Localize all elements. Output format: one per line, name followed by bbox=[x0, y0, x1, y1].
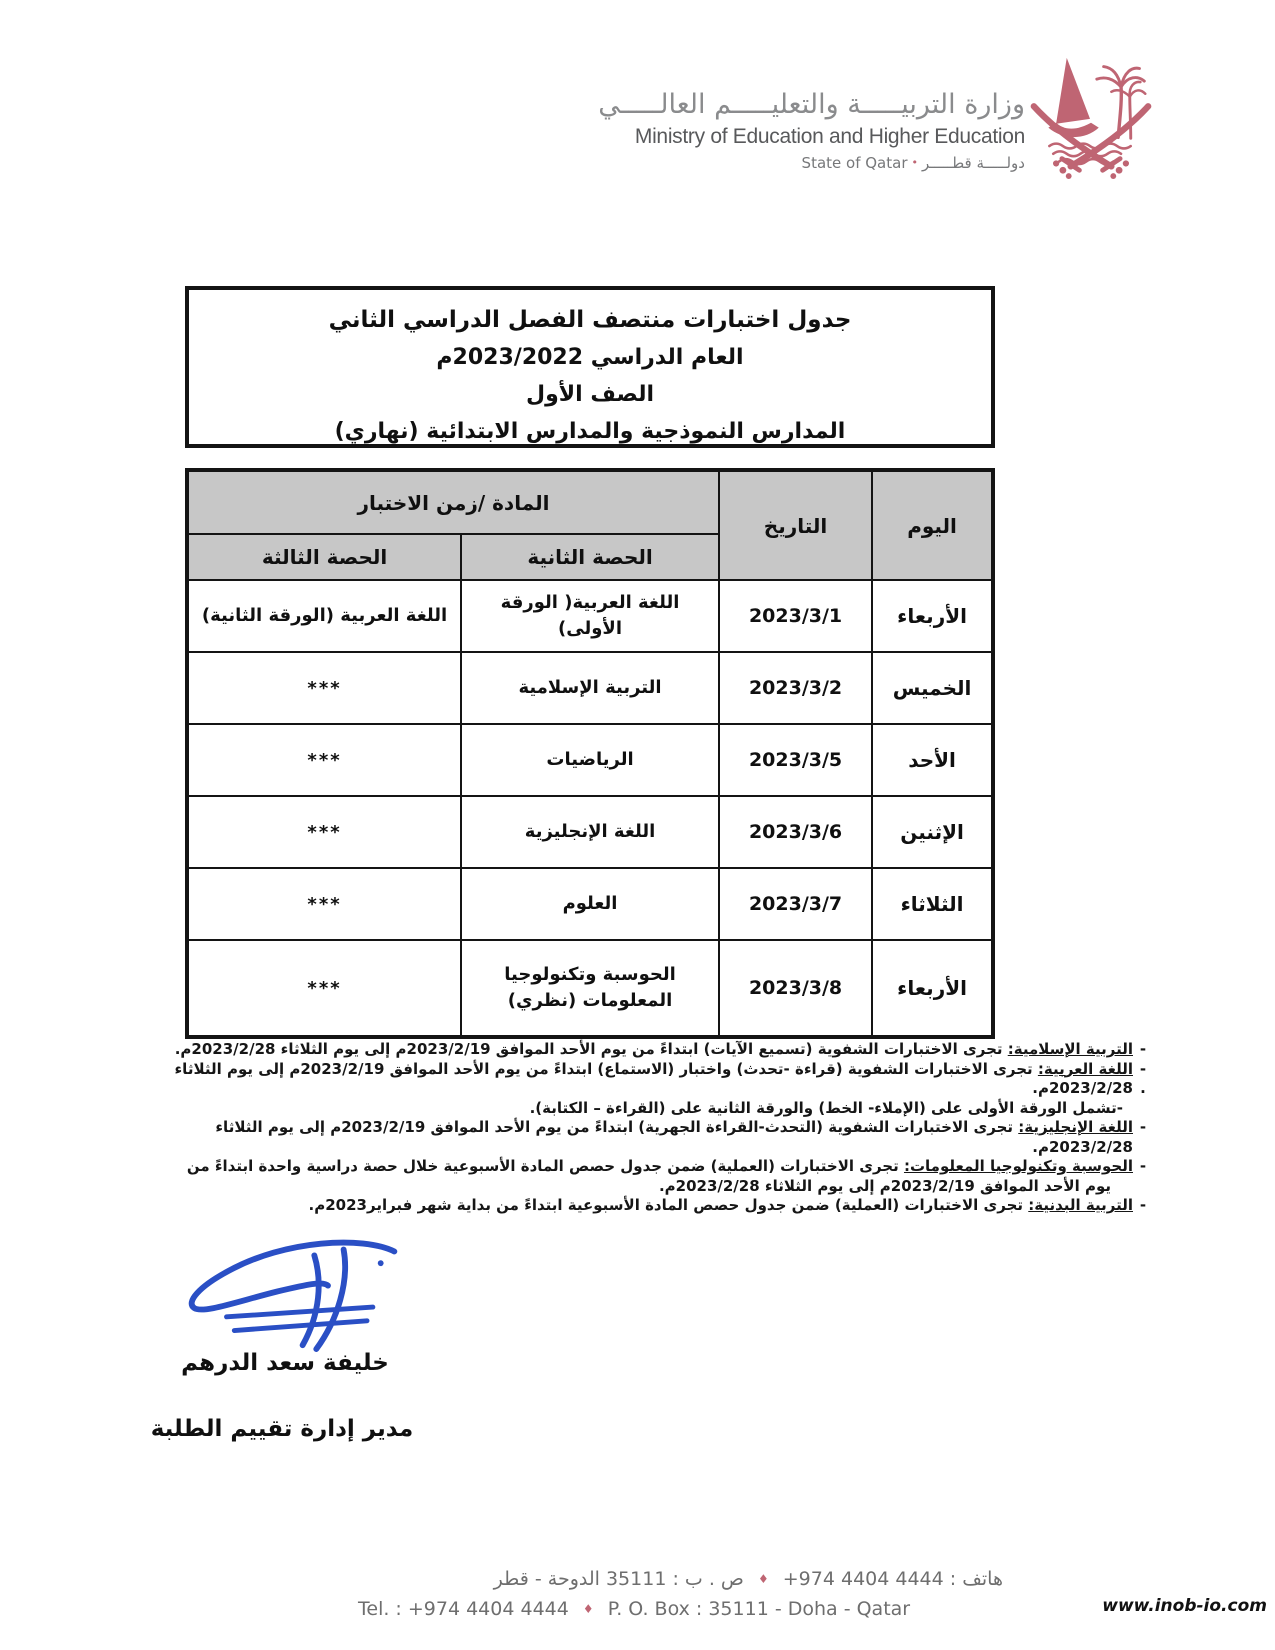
footnote-lead: الحوسبة وتكنولوجيا المعلومات: bbox=[903, 1157, 1133, 1175]
footnote-lead: التربية الإسلامية: bbox=[1007, 1040, 1133, 1058]
watermark-url: www.inob-io.com bbox=[1102, 1596, 1267, 1616]
qatar-moe-emblem-icon bbox=[1028, 46, 1154, 186]
tel-en: Tel. : +974 4404 4444 bbox=[358, 1598, 569, 1620]
date-cell: 2023/3/8 bbox=[719, 940, 872, 1037]
period2-subject-cell: العلوم bbox=[461, 868, 719, 940]
date-cell: 2023/3/7 bbox=[719, 868, 872, 940]
signatory-name: خليفة سعد الدرهم bbox=[181, 1350, 389, 1376]
footnote-text: تجرى الاختبارات الشفوية (قراءة -تحدث) واختبار (الاستماع) ابتداءً من يوم الأحد الموافق 2023/2/19م إلى يوم الثلاثاء bbox=[174, 1059, 1038, 1078]
col-header-period3: الحصة الثالثة bbox=[187, 534, 461, 580]
bullet-dash: - bbox=[1139, 1157, 1147, 1175]
day-cell: الإثنين bbox=[872, 796, 993, 868]
day-cell: الخميس bbox=[872, 652, 993, 724]
bullet-dash: - bbox=[1139, 1040, 1147, 1058]
exam-schedule-table-container bbox=[185, 468, 995, 1039]
separator-diamond-icon: ♦ bbox=[582, 1602, 594, 1616]
handwritten-signature-icon bbox=[168, 1230, 406, 1352]
col-header-subject-group: المادة /زمن الاختبار bbox=[187, 470, 719, 534]
table-row bbox=[187, 940, 993, 1037]
ministry-name-english: Ministry of Education and Higher Education bbox=[634, 125, 1025, 148]
state-name-arabic: دولـــــة قطـــــر bbox=[921, 154, 1025, 172]
signatory-job-title: مدير إدارة تقييم الطلبة bbox=[150, 1416, 414, 1442]
phone-label-ar: هاتف : bbox=[949, 1568, 1003, 1590]
contact-line-arabic bbox=[358, 1564, 1003, 1594]
footnote-lead: التربية البدنية: bbox=[1028, 1196, 1133, 1214]
state-name-english: State of Qatar bbox=[801, 154, 908, 172]
col-header-period2: الحصة الثانية bbox=[461, 534, 719, 580]
ministry-name-arabic: وزارة التربيـــــة والتعليـــــم العالـــــي bbox=[598, 89, 1025, 120]
period3-empty-cell: *** bbox=[187, 868, 461, 940]
col-header-date: التاريخ bbox=[719, 470, 872, 580]
footnote-physical-education bbox=[121, 1196, 1153, 1216]
city-ar: الدوحة - قطر bbox=[493, 1568, 600, 1590]
title-line-exam-schedule: جدول اختبارات منتصف الفصل الدراسي الثاني bbox=[328, 307, 852, 333]
table-row bbox=[187, 796, 993, 868]
bullet-dot: . bbox=[1140, 1079, 1146, 1097]
footnote-text: تجرى الاختبارات الشفوية (التحدث-القراءة الجهرية) ابتداءً من يوم الأحد الموافق 2023/2/19م إلى يوم الثلاثاء 2023/2/28م. bbox=[215, 1118, 1133, 1156]
footnote-computing bbox=[121, 1157, 1153, 1177]
footnote-lead: اللغة العربية: bbox=[1037, 1059, 1133, 1078]
footnotes-block bbox=[121, 1040, 1153, 1216]
date-cell: 2023/3/1 bbox=[719, 580, 872, 652]
contact-line-english bbox=[358, 1594, 1003, 1624]
title-line-grade: الصف الأول bbox=[525, 382, 655, 407]
date-cell: 2023/3/6 bbox=[719, 796, 872, 868]
bullet-dash: - bbox=[1139, 1196, 1147, 1214]
period3-subject-cell: اللغة العربية (الورقة الثانية) bbox=[187, 580, 461, 652]
pobox-en: P. O. Box : 35111 - Doha - Qatar bbox=[607, 1598, 911, 1620]
footnote-arabic-language-continuation bbox=[121, 1079, 1153, 1099]
period2-subject-cell: الرياضيات bbox=[461, 724, 719, 796]
footnote-text: 2023/2/28م. bbox=[1032, 1079, 1133, 1097]
separator-dot-icon: • bbox=[911, 156, 918, 169]
bullet-dash: - bbox=[1139, 1059, 1147, 1078]
period2-subject-cell: التربية الإسلامية bbox=[461, 652, 719, 724]
table-row bbox=[187, 724, 993, 796]
footnote-text: تجرى الاختبارات (العملية) ضمن جدول حصص المادة الأسبوعية ابتداءً من بداية شهر فبراير2023م. bbox=[308, 1196, 1029, 1214]
pobox-ar: ص . ب : 35111 bbox=[605, 1568, 744, 1590]
table-row bbox=[187, 580, 993, 652]
period3-empty-cell: *** bbox=[187, 724, 461, 796]
day-cell: الأربعاء bbox=[872, 580, 993, 652]
state-of-qatar-line bbox=[520, 152, 1025, 174]
footnote-lead: اللغة الإنجليزية: bbox=[1018, 1118, 1133, 1136]
date-cell: 2023/3/2 bbox=[719, 652, 872, 724]
document-title-box bbox=[185, 286, 995, 448]
separator-diamond-icon: ♦ bbox=[757, 1572, 769, 1586]
day-cell: الأحد bbox=[872, 724, 993, 796]
day-cell: الأربعاء bbox=[872, 940, 993, 1037]
title-line-schools: المدارس النموذجية والمدارس الابتدائية (نهاري) bbox=[334, 419, 846, 444]
period2-subject-cell: الحوسبة وتكنولوجيا المعلومات (نظري) bbox=[461, 940, 719, 1037]
period2-subject-cell: اللغة الإنجليزية bbox=[461, 796, 719, 868]
footnote-text: -تشمل الورقة الأولى على (الإملاء- الخط) والورقة الثانية على (القراءة – الكتابة). bbox=[529, 1098, 1123, 1117]
footnote-english-language bbox=[121, 1118, 1153, 1157]
day-cell: الثلاثاء bbox=[872, 868, 993, 940]
period3-empty-cell: *** bbox=[187, 796, 461, 868]
contact-footer bbox=[358, 1564, 1003, 1624]
period3-empty-cell: *** bbox=[187, 652, 461, 724]
ministry-logo-text bbox=[520, 88, 1025, 174]
period2-subject-cell: اللغة العربية( الورقة الأولى) bbox=[461, 580, 719, 652]
footnote-text: يوم الأحد الموافق 2023/2/19م إلى يوم الثلاثاء 2023/2/28م. bbox=[658, 1176, 1111, 1195]
footnote-arabic-language bbox=[121, 1060, 1153, 1080]
date-cell: 2023/3/5 bbox=[719, 724, 872, 796]
table-row bbox=[187, 652, 993, 724]
phone-number: +974 4404 4444 bbox=[782, 1568, 944, 1590]
bullet-dash: - bbox=[1139, 1118, 1147, 1136]
footnote-arabic-papers-detail bbox=[121, 1099, 1153, 1119]
footnote-text: تجرى الاختبارات الشفوية (تسميع الآيات) ابتداءً من يوم الأحد الموافق 2023/2/19م إلى يوم الثلاثاء 2023/2/28م. bbox=[174, 1040, 1008, 1058]
footnote-computing-continuation bbox=[121, 1177, 1153, 1197]
table-row bbox=[187, 868, 993, 940]
footnote-islamic-education bbox=[121, 1040, 1153, 1060]
exam-schedule-table bbox=[185, 468, 995, 1039]
col-header-day: اليوم bbox=[872, 470, 993, 580]
period3-empty-cell: *** bbox=[187, 940, 461, 1037]
title-line-academic-year: العام الدراسي 2023/2022م bbox=[436, 345, 744, 370]
footnote-text: تجرى الاختبارات (العملية) ضمن جدول حصص المادة الأسبوعية خلال حصة دراسية واحدة ابتداءً من bbox=[186, 1157, 904, 1175]
